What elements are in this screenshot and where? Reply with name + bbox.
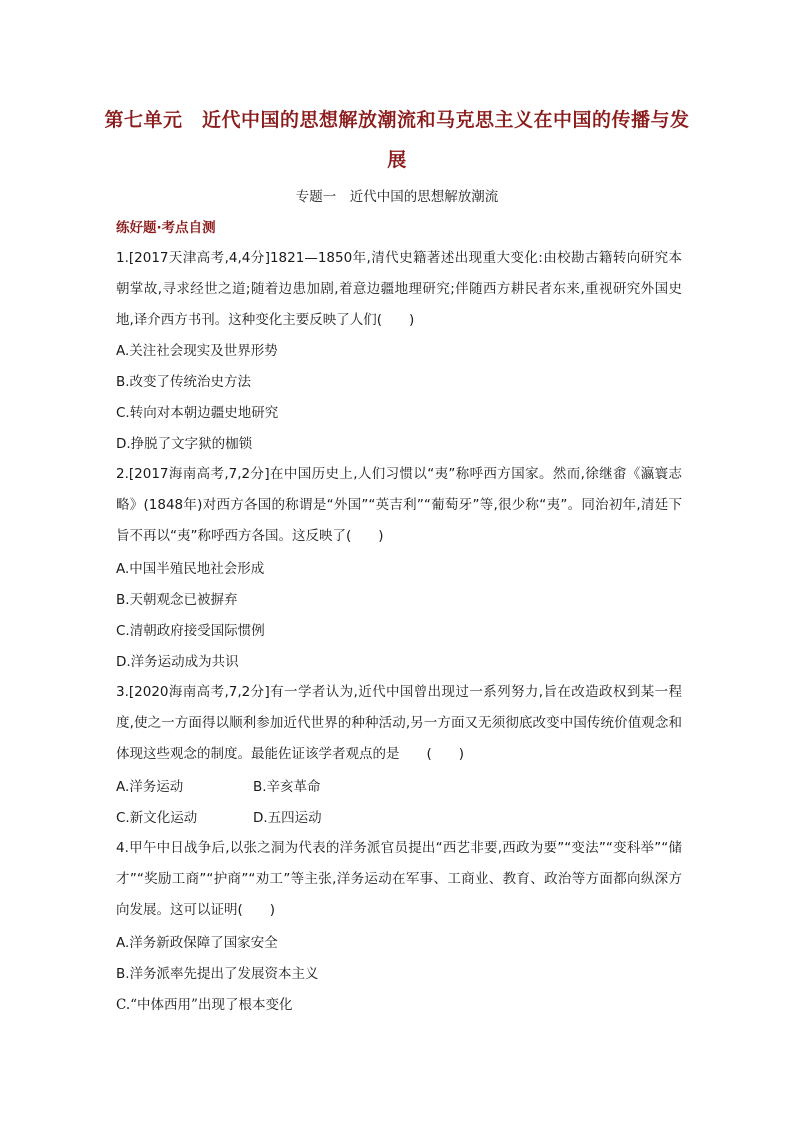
question-2-option-b: B.天朝观念已被摒弃 <box>116 592 238 608</box>
question-2-stem: 2.[2017海南高考,7,2分]在中国历史上,人们习惯以“夷”称呼西方国家。然而,徐继畬《瀛寰志略》(1848年)对西方各国的称谓是“外国”“英吉利”“葡萄牙”等,很少称“夷”。同治初年,清廷下旨不再以“夷”称呼西方各国。这反映了( ) <box>116 466 682 544</box>
question-2-option-a: A.中国半殖民地社会形成 <box>116 561 265 577</box>
section-label: 练好题·考点自测 <box>116 220 216 236</box>
question-1-option-c: C.转向对本朝边疆史地研究 <box>116 405 279 421</box>
question-4-option-a: A.洋务新政保障了国家安全 <box>116 935 278 951</box>
question-3-option-c: C.新文化运动 <box>116 810 198 826</box>
question-3-option-a: A.洋务运动 <box>116 779 184 795</box>
question-4-stem: 4.甲午中日战争后,以张之洞为代表的洋务派官员提出“西艺非要,西政为要”“变法”“变科举”“储才”“奖励工商”“护商”“劝工”等主张,洋务运动在军事、工商业、教育、政治等方面都向纵深方向发展。这可以证明( ) <box>116 840 682 918</box>
question-1-option-a: A.关注社会现实及世界形势 <box>116 343 278 359</box>
question-3-option-d: D.五四运动 <box>253 810 322 826</box>
question-3-option-b: B.辛亥革命 <box>253 779 321 795</box>
unit-title: 第七单元 近代中国的思想解放潮流和马克思主义在中国的传播与发展 <box>104 109 690 171</box>
topic-title: 专题一 近代中国的思想解放潮流 <box>295 189 499 205</box>
question-4-option-c: C.“中体西用”出现了根本变化 <box>116 997 293 1013</box>
question-1-option-d: D.挣脱了文字狱的枷锁 <box>116 436 253 452</box>
question-2-option-d: D.洋务运动成为共识 <box>116 654 239 670</box>
question-1-option-b: B.改变了传统治史方法 <box>116 374 252 390</box>
question-1-stem: 1.[2017天津高考,4,4分]1821—1850年,清代史籍著述出现重大变化:由校勘古籍转向研究本朝掌故,寻求经世之道;随着边患加剧,着意边疆地理研究;伴随西方耕民者东来,重视研究外国史地,译介西方书刊。这种变化主要反映了人们( ) <box>116 250 682 328</box>
question-4-option-b: B.洋务派率先提出了发展资本主义 <box>116 966 319 982</box>
question-2-option-c: C.清朝政府接受国际惯例 <box>116 623 265 639</box>
question-3-stem: 3.[2020海南高考,7,2分]有一学者认为,近代中国曾出现过一系列努力,旨在改造政权到某一程度,使之一方面得以顺利参加近代世界的种种活动,另一方面又无须彻底改变中国传统价值观念和体现这些观念的制度。最能佐证该学者观点的是 ( ) <box>116 684 682 762</box>
